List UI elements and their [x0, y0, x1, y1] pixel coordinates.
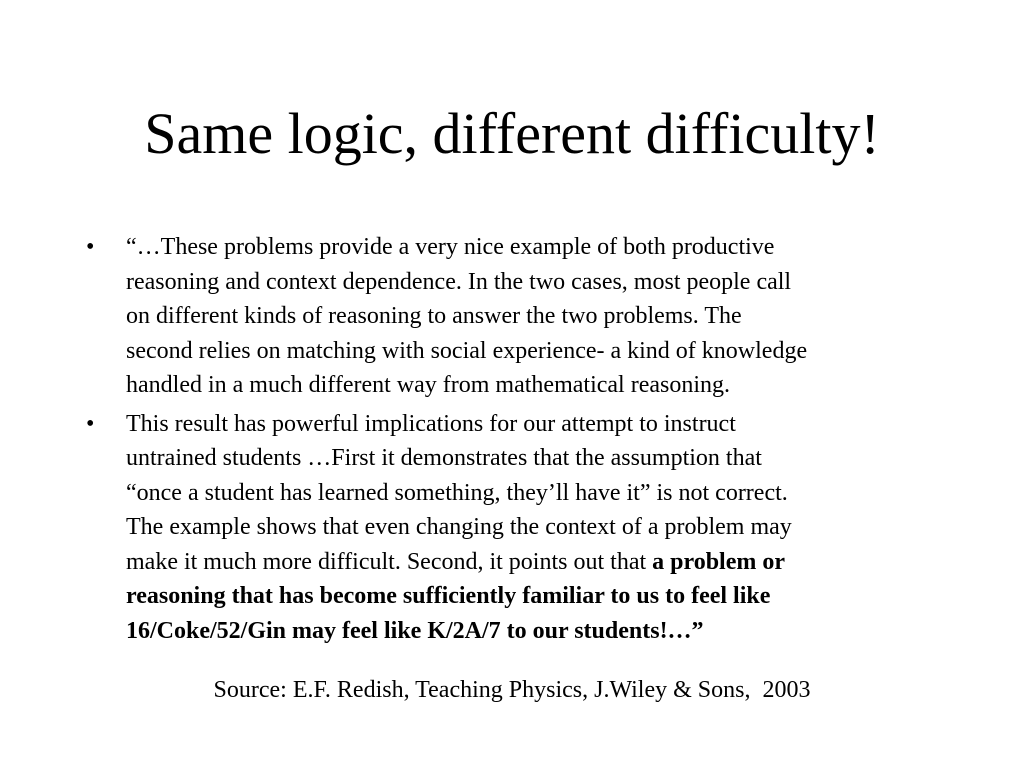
source-citation: Source: E.F. Redish, Teaching Physics, J.Wiley & Sons, 2003 — [213, 677, 811, 703]
bullet-1-line-2: reasoning and context dependence. In the two cases, most people call — [126, 268, 792, 295]
bullet-2-line-7: 16/Coke/52/Gin may feel like K/2A/7 to our students!…” — [126, 617, 704, 644]
bullet-2-line-2: untrained students …First it demonstrates that the assumption that — [126, 445, 762, 471]
bullet-2-line-5 — [126, 545, 944, 580]
slide-title: Same logic, different difficulty! — [144, 101, 880, 166]
bullet-2-line-6: reasoning that has become sufficiently familiar to us to feel like — [126, 583, 771, 609]
bullet-marker: • — [86, 234, 95, 260]
bullet-1-line-5: handled in a much different way from mathematical reasoning. — [126, 372, 731, 398]
bullet-2-line-1: This result has powerful implications for our attempt to instruct — [126, 410, 736, 437]
bullet-2-line-5-plain: make it much more difficult. Second, it points out that — [126, 548, 653, 575]
bullet-item-implications — [84, 407, 944, 649]
bullet-item-quote — [84, 230, 944, 403]
bullet-2-line-5-bold: a problem or — [652, 548, 786, 575]
bullet-list — [84, 230, 944, 652]
bullet-2-line-3: “once a student has learned something, they’ll have it” is not correct. — [126, 479, 788, 506]
bullet-marker: • — [86, 410, 95, 437]
bullet-1-line-1: “…These problems provide a very nice example of both productive — [126, 234, 775, 260]
bullet-1-line-4: second relies on matching with social experience- a kind of knowledge — [126, 337, 808, 364]
bullet-2-line-4: The example shows that even changing the context of a problem may — [126, 514, 792, 540]
bullet-1-line-3: on different kinds of reasoning to answer the two problems. The — [126, 303, 742, 329]
